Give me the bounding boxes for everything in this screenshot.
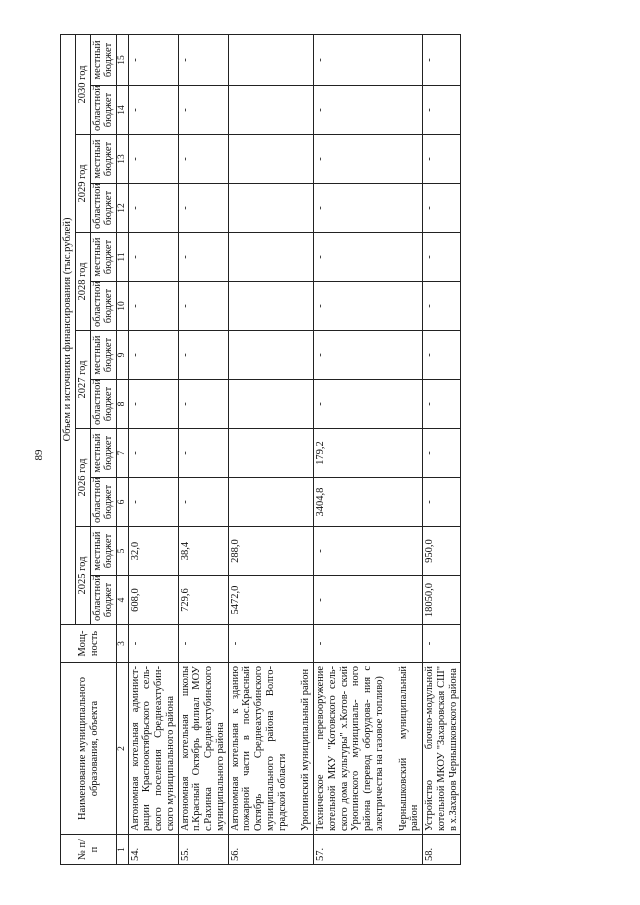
year-header: 2025 год	[75, 527, 90, 625]
budget-value: -	[423, 184, 461, 233]
budget-value: -	[128, 233, 178, 282]
col-header-number: № п/п	[61, 835, 117, 865]
column-number: 6	[117, 478, 129, 527]
budget-value: -	[314, 86, 423, 135]
column-number: 11	[117, 233, 129, 282]
budget-value: -	[423, 478, 461, 527]
regional-budget-header: областной бюджет	[90, 478, 117, 527]
row-number: 56.	[228, 835, 314, 865]
column-number: 1	[117, 835, 129, 865]
column-number: 14	[117, 86, 129, 135]
budget-value: -	[128, 331, 178, 380]
budget-value	[228, 184, 314, 233]
budget-value: -	[314, 282, 423, 331]
object-name	[423, 663, 461, 835]
year-header: 2030 год	[75, 34, 90, 134]
table-row	[228, 34, 314, 864]
local-budget-header: местный бюджет	[90, 135, 117, 184]
budget-value: -	[314, 184, 423, 233]
page-number: 89	[33, 449, 45, 461]
district-subheading: Чернышковский муниципальный район	[397, 666, 421, 831]
budget-value	[228, 331, 314, 380]
budget-value: -	[423, 331, 461, 380]
col-header-funding: Объем и источники финансирования (тыс.рублей)	[61, 34, 76, 624]
local-budget-header: местный бюджет	[90, 233, 117, 282]
object-name	[314, 663, 423, 835]
budget-value: -	[314, 34, 423, 85]
budget-value: 608,0	[128, 576, 178, 625]
column-number: 10	[117, 282, 129, 331]
budget-value: -	[178, 86, 228, 135]
budget-value: -	[314, 233, 423, 282]
power-value: -	[314, 625, 423, 663]
budget-value: -	[128, 478, 178, 527]
year-header: 2026 год	[75, 429, 90, 527]
column-number: 9	[117, 331, 129, 380]
column-number: 5	[117, 527, 129, 576]
budget-value: -	[178, 331, 228, 380]
budget-value: -	[128, 282, 178, 331]
object-name-text: Автономная котельная к зданию пожарной части в пос.Красный Октябрь Среднеахтубинского муниципального района Волго- градской области	[229, 666, 288, 831]
table-row	[423, 34, 461, 864]
budget-value: -	[423, 429, 461, 478]
budget-value: -	[314, 576, 423, 625]
column-number: 4	[117, 576, 129, 625]
funding-table	[60, 34, 461, 865]
budget-value: -	[178, 233, 228, 282]
budget-value: -	[128, 135, 178, 184]
rotated-page	[60, 35, 640, 865]
column-number: 12	[117, 184, 129, 233]
regional-budget-header: областной бюджет	[90, 282, 117, 331]
budget-value: -	[128, 184, 178, 233]
budget-value: -	[128, 380, 178, 429]
budget-value: -	[423, 86, 461, 135]
budget-value: -	[314, 380, 423, 429]
budget-value: 32,0	[128, 527, 178, 576]
year-header: 2028 год	[75, 233, 90, 331]
object-name-text: Техническое перевооружение котельной МКУ "Котовского сель- ского дома культуры" х.Котов- ский Урюпинского муниципаль- ного района (перевод оборудова- ния с электричества на газовое топливо)	[315, 666, 385, 831]
col-header-name: Наименование муниципального образования, объекта	[61, 663, 117, 835]
column-number: 2	[117, 663, 129, 835]
row-number: 54.	[128, 835, 178, 865]
budget-value: -	[314, 331, 423, 380]
power-value: -	[228, 625, 314, 663]
budget-value: -	[178, 380, 228, 429]
local-budget-header: местный бюджет	[90, 429, 117, 478]
column-number: 8	[117, 380, 129, 429]
year-header: 2029 год	[75, 135, 90, 233]
budget-value	[228, 380, 314, 429]
object-name-text: Устройство блочно-модульной котельной МКОУ "Захаровская СШ" в х.Захаров Чернышковского района	[424, 666, 459, 831]
budget-value: -	[314, 527, 423, 576]
power-value: -	[423, 625, 461, 663]
budget-value: -	[178, 429, 228, 478]
col-header-power: Мощ- ность	[61, 625, 117, 663]
budget-value	[228, 478, 314, 527]
local-budget-header: местный бюджет	[90, 331, 117, 380]
budget-value: 729,6	[178, 576, 228, 625]
column-number: 15	[117, 34, 129, 85]
budget-value	[228, 86, 314, 135]
object-name	[228, 663, 314, 835]
regional-budget-header: областной бюджет	[90, 576, 117, 625]
row-number: 57.	[314, 835, 423, 865]
budget-value: 288,0	[228, 527, 314, 576]
budget-value: -	[178, 184, 228, 233]
budget-value: 950,0	[423, 527, 461, 576]
budget-value: 3404,8	[314, 478, 423, 527]
budget-value	[228, 429, 314, 478]
regional-budget-header: областной бюджет	[90, 184, 117, 233]
object-name	[178, 663, 228, 835]
year-header: 2027 год	[75, 331, 90, 429]
budget-value: -	[178, 135, 228, 184]
budget-value: -	[423, 135, 461, 184]
district-subheading: Урюпинский муниципальный район	[300, 668, 312, 831]
budget-value: -	[178, 34, 228, 85]
local-budget-header: местный бюджет	[90, 527, 117, 576]
budget-value	[228, 282, 314, 331]
table-row	[314, 34, 423, 864]
object-name-text: Автономная котельная школы п.Красный Октябрь филиал МОУ с.Рахинка Среднеахтубинского муниципального района	[179, 666, 226, 831]
power-value: -	[178, 625, 228, 663]
budget-value: -	[423, 282, 461, 331]
budget-value: 179,2	[314, 429, 423, 478]
power-value: -	[128, 625, 178, 663]
budget-value: -	[178, 282, 228, 331]
regional-budget-header: областной бюджет	[90, 380, 117, 429]
table-row	[178, 34, 228, 864]
row-number: 55.	[178, 835, 228, 865]
budget-value: -	[128, 429, 178, 478]
budget-value	[228, 34, 314, 85]
object-name-text: Автономная котельная админист- рации Краснооктябрьского сель- ского поселения Среднеахтубин- ского муниципального района	[129, 666, 176, 831]
regional-budget-header: областной бюджет	[90, 86, 117, 135]
budget-value	[228, 135, 314, 184]
budget-value: -	[314, 135, 423, 184]
budget-value: 5472,0	[228, 576, 314, 625]
budget-value: -	[423, 233, 461, 282]
budget-value: -	[423, 34, 461, 85]
budget-value: 38,4	[178, 527, 228, 576]
budget-value: -	[178, 478, 228, 527]
table-row	[128, 34, 178, 864]
column-number: 3	[117, 625, 129, 663]
budget-value	[228, 233, 314, 282]
column-number: 13	[117, 135, 129, 184]
budget-value: -	[423, 380, 461, 429]
budget-value: 18050,0	[423, 576, 461, 625]
budget-value: -	[128, 86, 178, 135]
row-number: 58.	[423, 835, 461, 865]
object-name	[128, 663, 178, 835]
budget-value: -	[128, 34, 178, 85]
column-number: 7	[117, 429, 129, 478]
local-budget-header: местный бюджет	[90, 34, 117, 85]
